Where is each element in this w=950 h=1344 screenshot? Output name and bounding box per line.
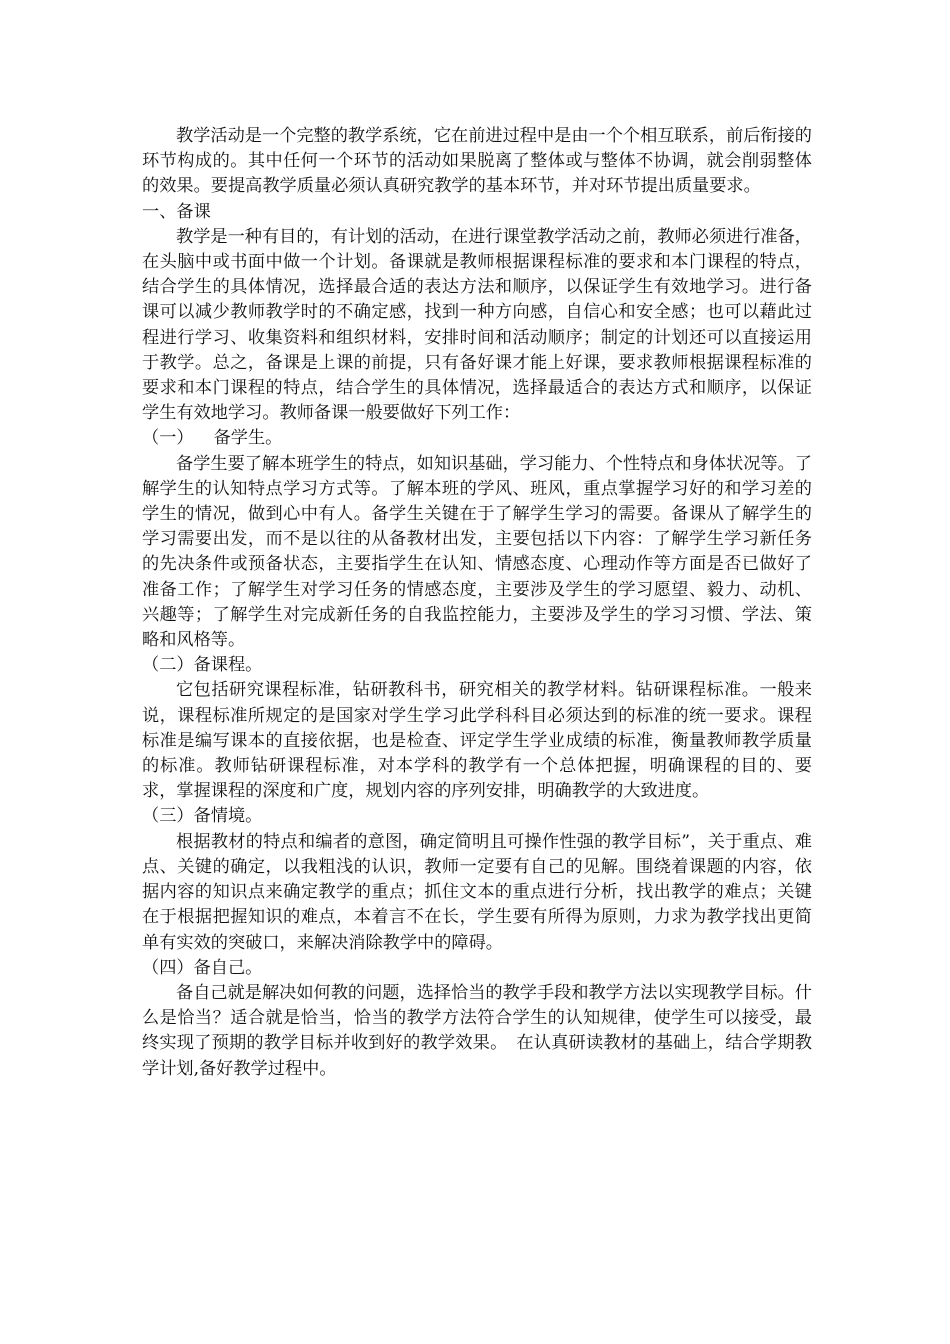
section-heading-lesson-prep: 一、备课 bbox=[142, 201, 211, 222]
self-paragraph: 备自己就是解决如何教的问题，选择恰当的教学手段和教学方法以实现教学目标。什么是恰当？适合就是恰当，恰当的教学方法符合学生的认知规律，使学生可以接受，最终实现了预期的教学目标并收到好的教学效果。 在认真研读教材的基础上，结合学期教学计划,备好教学过程中。 bbox=[142, 982, 812, 1079]
subheading-students bbox=[142, 426, 812, 451]
subheading-self: （四）备自己。 bbox=[142, 957, 263, 978]
context-paragraph: 根据教材的特点和编者的意图，确定简明且可操作性强的教学目标”，关于重点、难点、关键的确定，以我粗浅的认识，教师一定要有自己的见解。围绕着课题的内容，依据内容的知识点来确定教学的重点；抓住文本的重点进行分析，找出教学的难点；关键在于根据把握知识的难点，本着言不在长，学生要有所得为原则，力求为教学找出更简单有实效的突破口，来解决消除教学中的障碍。 bbox=[142, 831, 812, 953]
subheading-label: 备学生。 bbox=[213, 428, 283, 449]
lesson-prep-paragraph: 教学是一种有目的，有计划的活动，在进行课堂教学活动之前，教师必须进行准备，在头脑中或书面中做一个计划。备课就是教师根据课程标准的要求和本门课程的特点，结合学生的具体情况，选择最合适的表达方法和顺序，以保证学生有效地学习。进行备课可以减少教师教学时的不确定感，找到一种方向感，自信心和安全感；也可以藉此过程进行学习、收集资料和组织材料，安排时间和活动顺序；制定的计划还可以直接运用于教学。总之，备课是上课的前提，只有备好课才能上好课，要求教师根据课程标准的要求和本门课程的特点，结合学生的具体情况，选择最适合的表达方式和顺序，以保证学生有效地学习。教师备课一般要做好下列工作： bbox=[142, 226, 812, 424]
subheading-curriculum: （二）备课程。 bbox=[142, 655, 263, 676]
curriculum-paragraph: 它包括研究课程标准，钻研教科书，研究相关的教学材料。钻研课程标准。一般来说，课程标准所规定的是国家对学生学习此学科科目必须达到的标准的统一要求。课程标准是编写课本的直接依据，也是检查、评定学生学业成绩的标准，衡量教师教学质量的标准。教师钻研课程标准，对本学科的教学有一个总体把握，明确课程的目的、要求，掌握课程的深度和广度，规划内容的序列安排，明确教学的大致进度。 bbox=[142, 680, 812, 802]
intro-paragraph: 教学活动是一个完整的教学系统，它在前进过程中是由一个个相互联系，前后衔接的环节构成的。其中任何一个环节的活动如果脱离了整体或与整体不协调，就会削弱整体的效果。要提高教学质量必须认真研究教学的基本环节，并对环节提出质量要求。 bbox=[142, 126, 812, 197]
subheading-number: （一） bbox=[142, 428, 194, 449]
document-body bbox=[142, 124, 812, 1082]
subheading-context: （三）备情境。 bbox=[142, 806, 263, 827]
students-paragraph: 备学生要了解本班学生的特点，如知识基础，学习能力、个性特点和身体状况等。了解学生的认知特点学习方式等。了解本班的学风、班风，重点掌握学习好的和学习差的学生的情况，做到心中有人。备学生关键在于了解学生学习的需要。备课从了解学生的学习需要出发，而不是以往的从备教材出发，主要包括以下内容：了解学生学习新任务的先决条件或预备状态，主要指学生在认知、情感态度、心理动作等方面是否已做好了准备工作；了解学生对学习任务的情感态度，主要涉及学生的学习愿望、毅力、动机、兴趣等；了解学生对完成新任务的自我监控能力，主要涉及学生的学习习惯、学法、策略和风格等。 bbox=[142, 453, 812, 651]
